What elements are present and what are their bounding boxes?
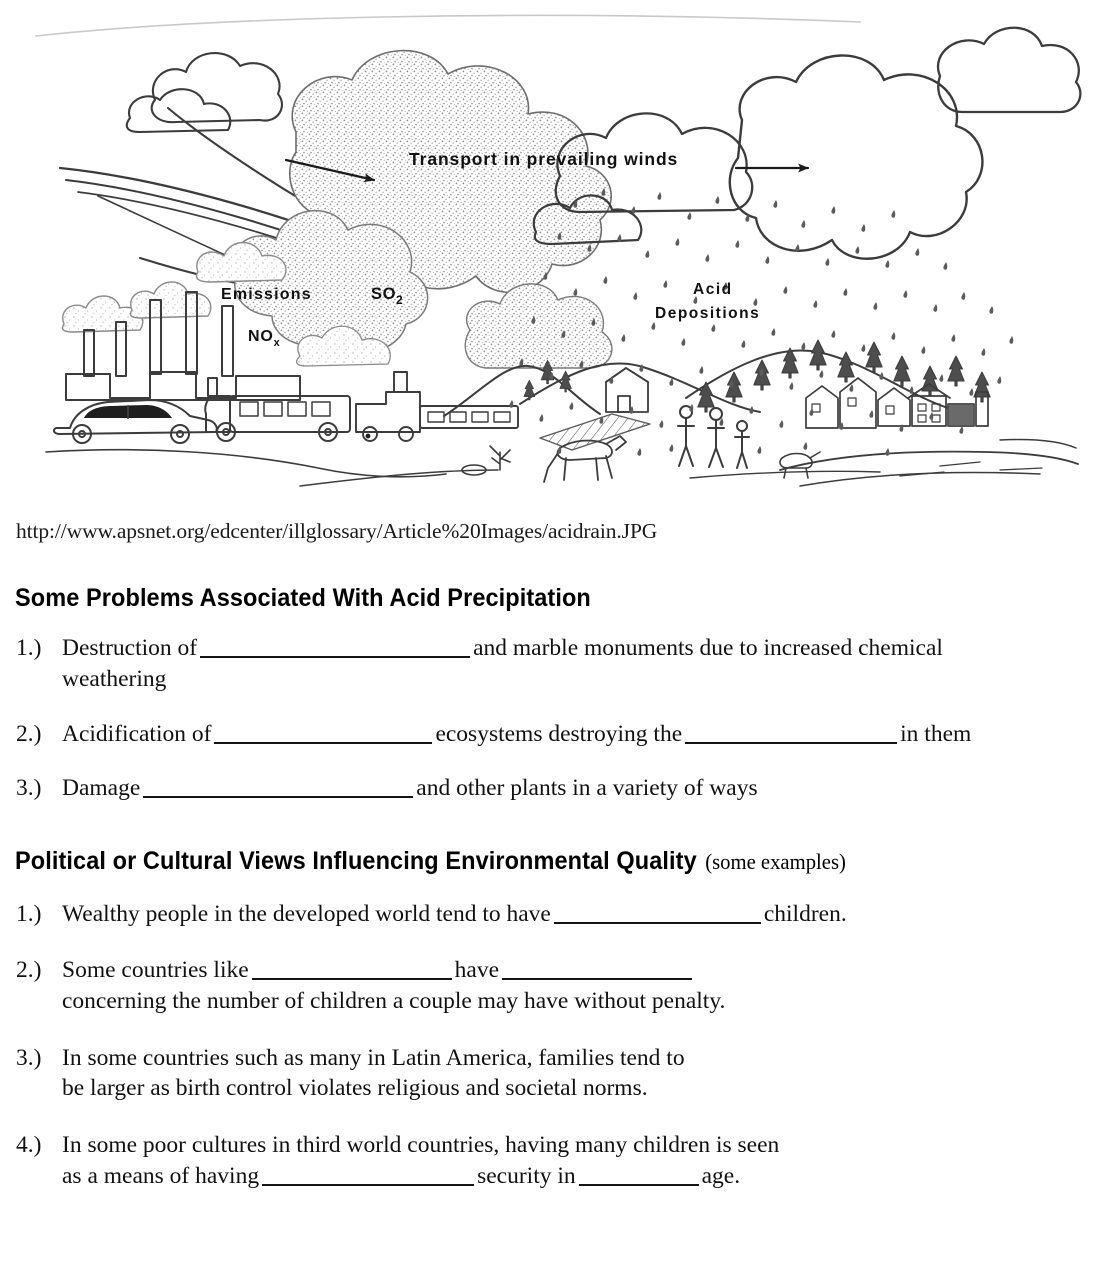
item-text-part3: in them — [900, 720, 972, 747]
acid-rain-figure-block — [0, 0, 1117, 512]
list-item — [0, 900, 1117, 929]
item-body — [62, 1131, 1117, 1190]
answer-blank[interactable] — [214, 721, 432, 743]
answer-blank[interactable] — [554, 902, 761, 924]
item-number: 2.) — [16, 957, 42, 984]
list-item — [0, 774, 1117, 803]
item-number: 1.) — [16, 635, 42, 662]
item-text-part1: Some countries like — [62, 957, 249, 984]
item-line: In some poor cultures in third world countries, having many children is seen — [62, 1132, 780, 1159]
item-line — [62, 634, 1117, 663]
source-url-caption: http://www.apsnet.org/edcenter/illglossary/Article%20Images/acidrain.JPG — [16, 519, 658, 543]
item-line-continued — [62, 1162, 1117, 1191]
label-so2: $SO_2$ — [371, 285, 404, 307]
item-text-part1: Damage — [62, 775, 141, 802]
problems-question-list — [0, 634, 1117, 803]
item-text-part2: have — [454, 957, 500, 984]
political-question-list — [0, 900, 1117, 1191]
heading-problems-acid-precipitation: Some Problems Associated With Acid Precipitation — [15, 583, 591, 612]
item-number: 3.) — [16, 775, 42, 802]
item-body — [62, 956, 1117, 1015]
item-line — [62, 720, 1117, 749]
list-item — [0, 1044, 1117, 1103]
item-body — [62, 720, 1117, 749]
answer-blank[interactable] — [252, 958, 452, 980]
item-body — [62, 774, 1117, 803]
item-line-continued: be larger as birth control violates religious and societal norms. — [62, 1075, 648, 1102]
item-line — [62, 900, 1117, 929]
item-body — [62, 900, 1117, 929]
label-acid: Acid — [693, 281, 733, 298]
item-text-part1: Acidification of — [62, 720, 212, 747]
item-text-part2: children. — [763, 900, 847, 927]
item-text-before: Destruction of — [62, 635, 198, 662]
list-item — [0, 956, 1117, 1015]
list-item — [0, 1131, 1117, 1190]
item-line — [62, 774, 1117, 803]
item-text-part2: and other plants in a variety of ways — [416, 775, 758, 802]
item-body — [62, 634, 1117, 693]
item-number: 1.) — [16, 900, 42, 927]
item-number: 2.) — [16, 720, 42, 747]
acid-rain-diagram — [0, 0, 1117, 512]
item-number: 3.) — [16, 1044, 42, 1071]
item-text-part1: as a means of having — [62, 1162, 260, 1189]
item-line-continued: weathering — [62, 666, 167, 693]
answer-blank[interactable] — [579, 1163, 699, 1185]
item-line: In some countries such as many in Latin America, families tend to — [62, 1044, 685, 1071]
answer-blank[interactable] — [143, 776, 413, 798]
list-item — [0, 720, 1117, 749]
item-number: 4.) — [16, 1132, 42, 1159]
heading-main-text: Political or Cultural Views Influencing Environmental Quality — [15, 847, 697, 876]
heading-political-cultural-views — [0, 847, 1050, 876]
heading-qualifier: (some examples) — [705, 849, 846, 875]
label-transport-in-prevailing-winds: Transport in prevailing winds — [409, 149, 679, 169]
label-nox: $NO_x$ — [248, 328, 281, 349]
answer-blank[interactable] — [685, 721, 897, 743]
item-text-part3: age. — [701, 1162, 741, 1189]
item-text-after: and marble monuments due to increased chemical — [473, 635, 943, 662]
list-item — [0, 634, 1117, 693]
answer-blank[interactable] — [262, 1163, 474, 1185]
item-line-continued: concerning the number of children a couple may have without penalty. — [62, 988, 726, 1015]
answer-blank[interactable] — [200, 636, 470, 658]
item-text-part1: Wealthy people in the developed world tend to have — [62, 900, 551, 927]
item-line — [62, 956, 1117, 985]
answer-blank[interactable] — [502, 958, 692, 980]
item-text-part2: ecosystems destroying the — [435, 720, 683, 747]
label-emissions: Emissions — [221, 286, 312, 303]
item-text-part2: security in — [477, 1162, 576, 1189]
item-body — [62, 1044, 1117, 1103]
label-depositions: Depositions — [655, 305, 761, 322]
